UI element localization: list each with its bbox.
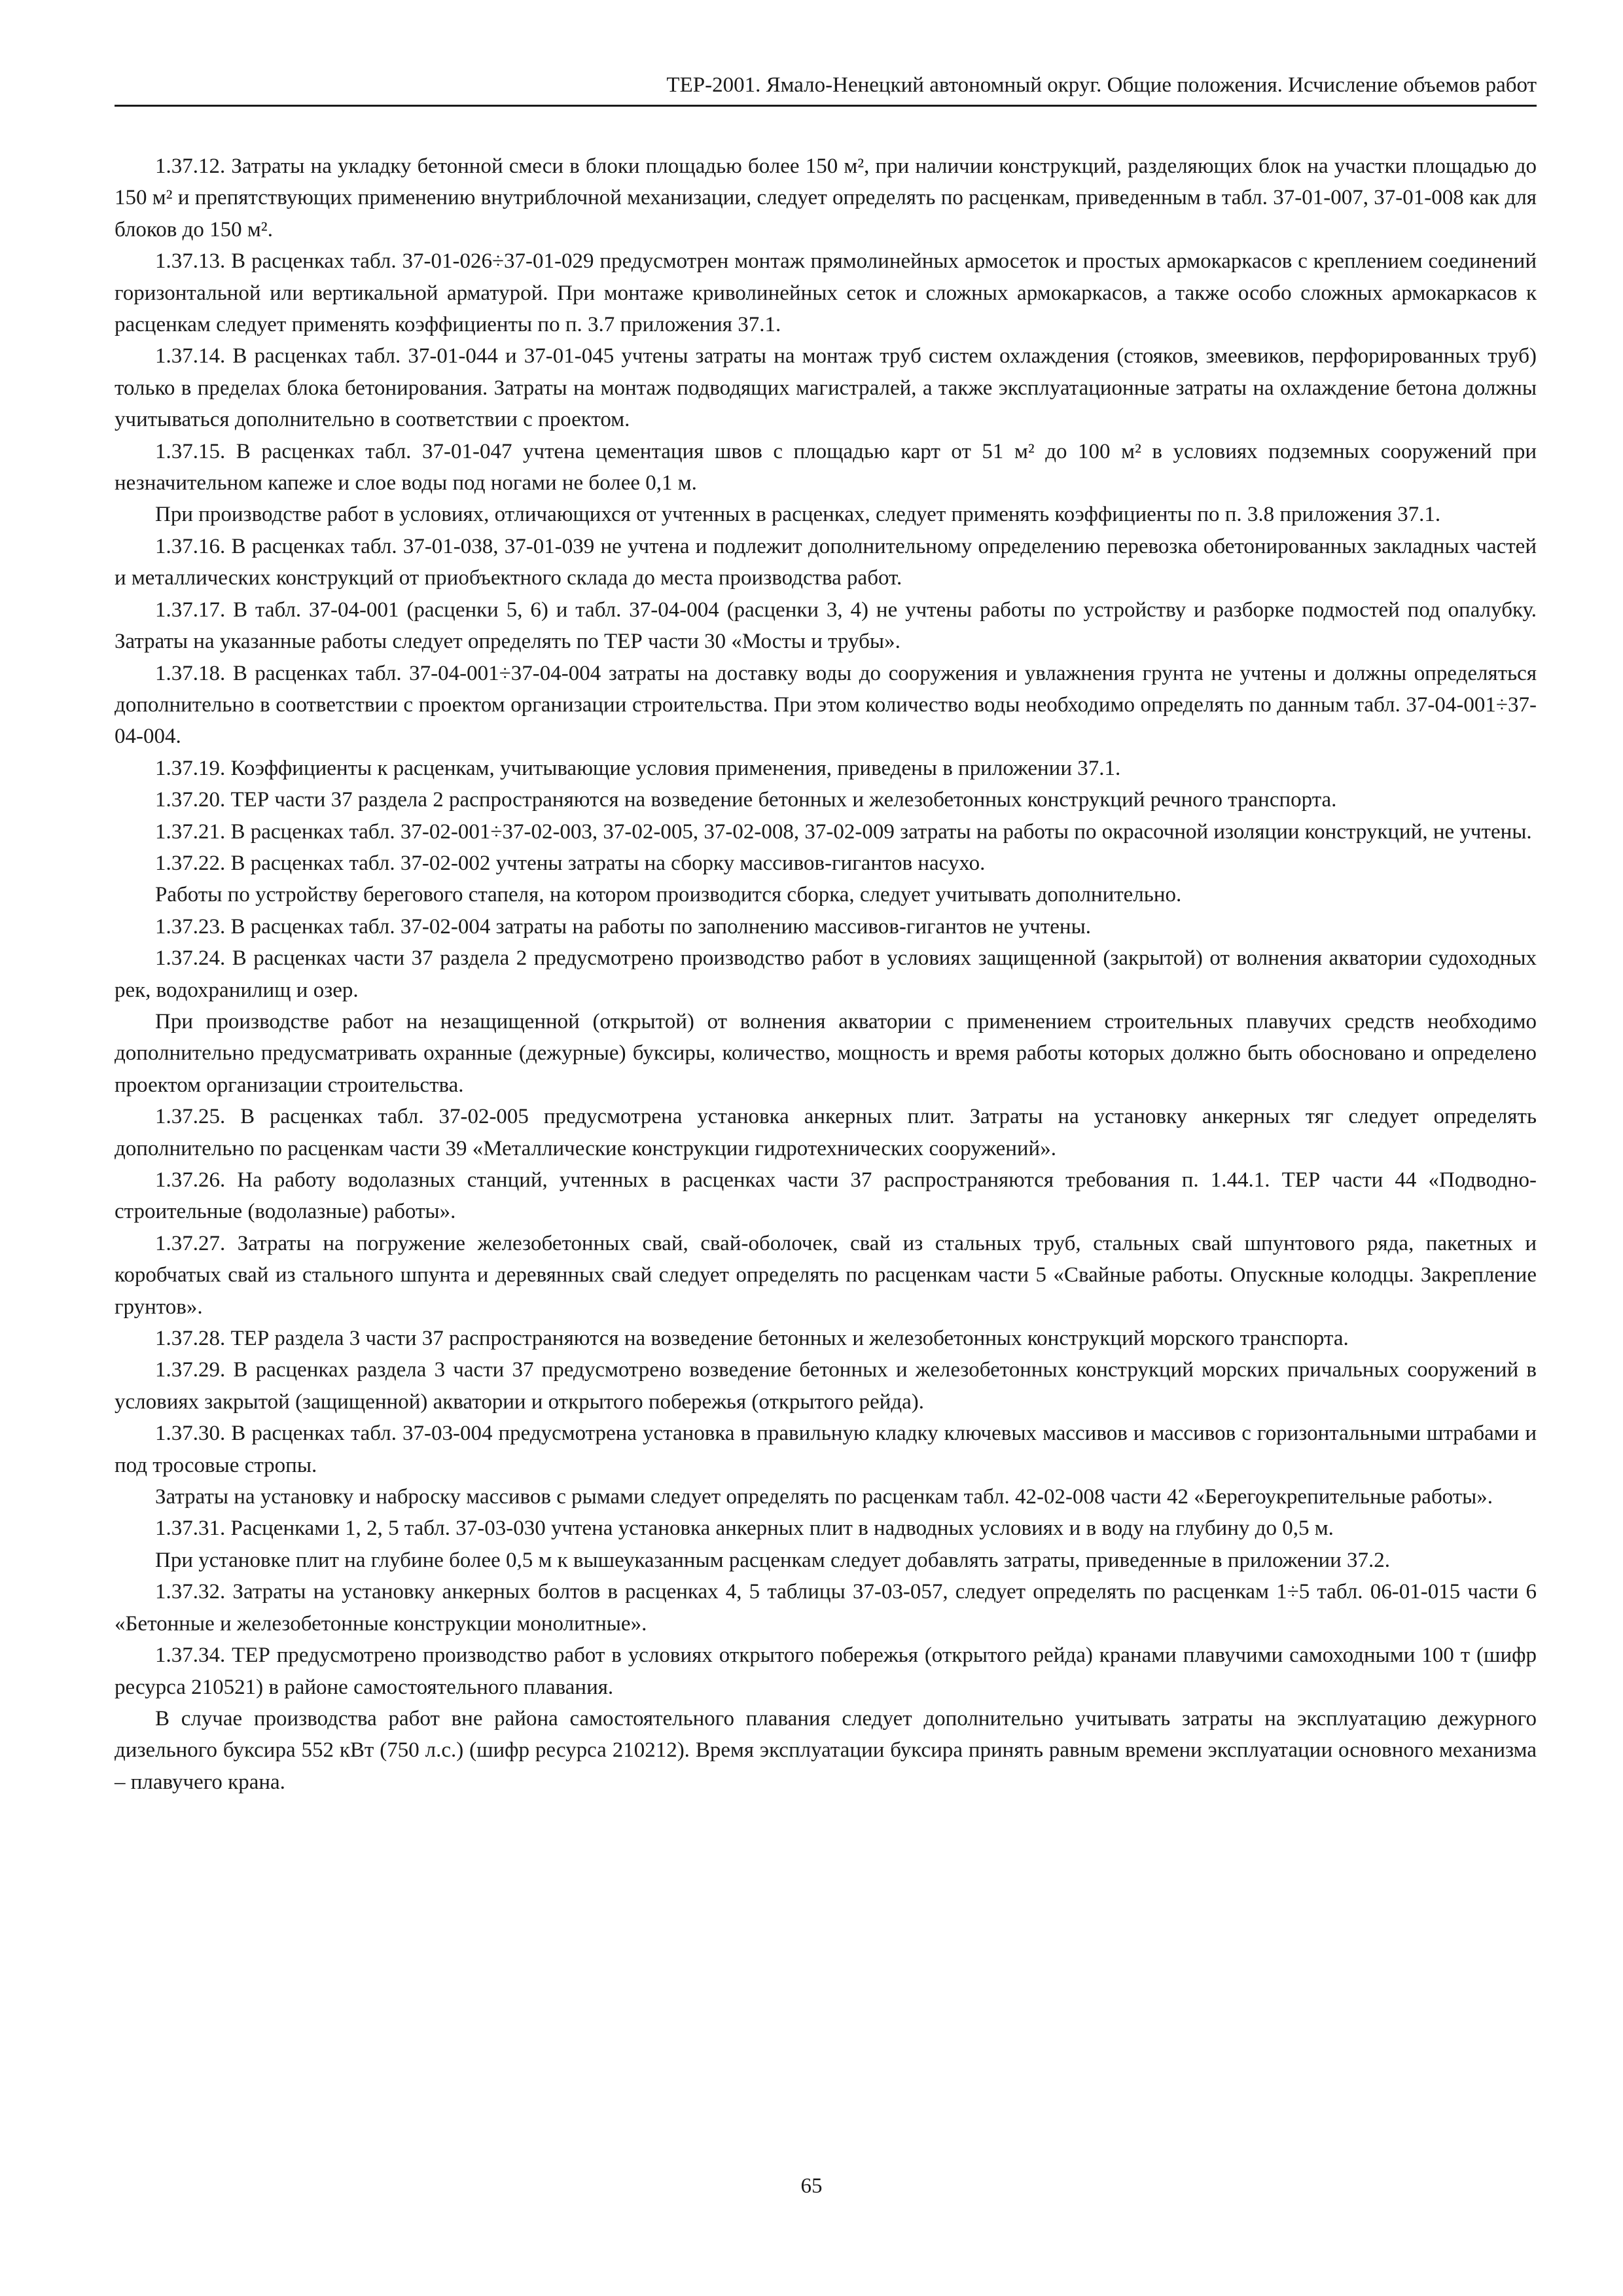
paragraph: 1.37.25. В расценках табл. 37-02-005 предусмотрена установка анкерных плит. Затраты на установку анкерных тяг следует определять дополнительно по расценкам части 39 «Металлические конструкции гидротехнических сооружений». <box>115 1105 1537 1160</box>
paragraph: 1.37.23. В расценках табл. 37-02-004 затраты на работы по заполнению массивов-гигантов не учтены. <box>155 914 1092 939</box>
paragraph: 1.37.22. В расценках табл. 37-02-002 учтены затраты на сборку массивов-гигантов насухо. <box>155 851 986 875</box>
paragraph: 1.37.15. В расценках табл. 37-01-047 учтена цементация швов с площадью карт от 51 м² до 100 м² в условиях подземных сооружений при незначительном капеже и слое воды под ногами не более 0,1 м. <box>115 439 1537 495</box>
page-number: 65 <box>800 2174 823 2198</box>
paragraph: 1.37.29. В расценках раздела 3 части 37 предусмотрено возведение бетонных и железобетонных конструкций морских причальных сооружений в условиях закрытой (защищенной) акватории и открытого побережья (открытого рейда). <box>115 1358 1537 1414</box>
paragraph: 1.37.17. В табл. 37-04-001 (расценки 5, 6) и табл. 37-04-004 (расценки 3, 4) не учтены работы по устройству и разборке подмостей под опалубку. Затраты на указанные работы следует определять по ТЕР части 30 «Мосты и трубы». <box>115 598 1537 654</box>
body-text <box>115 151 1537 1798</box>
paragraph: 1.37.31. Расценками 1, 2, 5 табл. 37-03-030 учтена установка анкерных плит в надводных условиях и в воду на глубину до 0,5 м. <box>155 1516 1334 1541</box>
paragraph: 1.37.27. Затраты на погружение железобетонных свай, свай-оболочек, свай из стальных труб, стальных свай шпунтового ряда, пакетных и коробчатых свай из стального шпунта и деревянных свай следует определять по расценкам части 5 «Свайные работы. Опускные колодцы. Закрепление грунтов». <box>115 1231 1537 1319</box>
paragraph: 1.37.16. В расценках табл. 37-01-038, 37-01-039 не учтена и подлежит дополнительному определению перевозка обетонированных закладных частей и металлических конструкций от приобъектного склада до места производства работ. <box>115 534 1537 590</box>
paragraph: 1.37.18. В расценках табл. 37-04-001÷37-04-004 затраты на доставку воды до сооружения и увлажнения грунта не учтены и должны определяться дополнительно в соответствии с проектом организации строительства. При этом количество воды необходимо определять по данным табл. 37-04-001÷37-04-004. <box>115 661 1537 749</box>
paragraph: При установке плит на глубине более 0,5 м к вышеуказанным расценкам следует добавлять затраты, приведенные в приложении 37.2. <box>155 1548 1391 1572</box>
paragraph: 1.37.28. ТЕР раздела 3 части 37 распространяются на возведение бетонных и железобетонных конструкций морского транспорта. <box>155 1327 1349 1351</box>
header-rule <box>115 105 1537 107</box>
paragraph: 1.37.20. ТЕР части 37 раздела 2 распространяются на возведение бетонных и железобетонных конструкций речного транспорта. <box>155 788 1337 812</box>
paragraph: 1.37.26. На работу водолазных станций, учтенных в расценках части 37 распространяются требования п. 1.44.1. ТЕР части 44 «Подводно-строительные (водолазные) работы». <box>115 1168 1537 1224</box>
paragraph: 1.37.24. В расценках части 37 раздела 2 предусмотрено производство работ в условиях защищенной (закрытой) от волнения акватории судоходных рек, водохранилищ и озер. <box>115 946 1537 1002</box>
paragraph: 1.37.21. В расценках табл. 37-02-001÷37-02-003, 37-02-005, 37-02-008, 37-02-009 затраты на работы по окрасочной изоляции конструкций, не учтены. <box>155 819 1532 844</box>
paragraph: 1.37.19. Коэффициенты к расценкам, учитывающие условия применения, приведены в приложении 37.1. <box>155 756 1121 780</box>
paragraph: 1.37.34. ТЕР предусмотрено производство работ в условиях открытого побережья (открытого рейда) кранами плавучими самоходными 100 т (шифр ресурса 210521) в районе самостоятельного плавания. <box>115 1643 1537 1699</box>
paragraph: 1.37.14. В расценках табл. 37-01-044 и 37-01-045 учтены затраты на монтаж труб систем охлаждения (стояков, змеевиков, перфорированных труб) только в пределах блока бетонирования. Затраты на монтаж подводящих магистралей, а также эксплуатационные затраты на охлаждение бетона должны учитываться дополнительно в соответствии с проектом. <box>115 344 1537 432</box>
paragraph: Работы по устройству берегового стапеля, на котором производится сборка, следует учитывать дополнительно. <box>155 883 1182 907</box>
paragraph: При производстве работ в условиях, отличающихся от учтенных в расценках, следует применять коэффициенты по п. 3.8 приложения 37.1. <box>155 503 1441 527</box>
paragraph: 1.37.32. Затраты на установку анкерных болтов в расценках 4, 5 таблицы 37-03-057, следует определять по расценкам 1÷5 табл. 06-01-015 части 6 «Бетонные и железобетонные конструкции монолитные». <box>115 1580 1537 1636</box>
paragraph: Затраты на установку и наброску массивов с рымами следует определять по расценкам табл. 42-02-008 части 42 «Берегоукрепительные работы». <box>155 1485 1493 1509</box>
paragraph: 1.37.30. В расценках табл. 37-03-004 предусмотрена установка в правильную кладку ключевых массивов и массивов с горизонтальными штрабами и под тросовые стропы. <box>115 1422 1537 1477</box>
running-header: ТЕР-2001. Ямало-Ненецкий автономный округ. Общие положения. Исчисление объемов работ <box>666 73 1537 97</box>
paragraph: 1.37.13. В расценках табл. 37-01-026÷37-01-029 предусмотрен монтаж прямолинейных армосеток и простых армокаркасов с креплением соединений горизонтальной или вертикальной арматурой. При монтаже криволинейных сеток и сложных армокаркасов, а также особо сложных армокаркасов к расценкам следует применять коэффициенты по п. 3.7 приложения 37.1. <box>115 249 1537 337</box>
paragraph: При производстве работ на незащищенной (открытой) от волнения акватории с применением строительных плавучих средств необходимо дополнительно предусматривать охранные (дежурные) буксиры, количество, мощность и время работы которых должно быть обосновано и определено проектом организации строительства. <box>115 1009 1537 1097</box>
paragraph: 1.37.12. Затраты на укладку бетонной смеси в блоки площадью более 150 м², при наличии конструкций, разделяющих блок на участки площадью до 150 м² и препятствующих применению внутриблочной механизации, следует определять по расценкам, приведенным в табл. 37-01-007, 37-01-008 как для блоков до 150 м². <box>115 154 1537 242</box>
paragraph: В случае производства работ вне района самостоятельного плавания следует дополнительно учитывать затраты на эксплуатацию дежурного дизельного буксира 552 кВт (750 л.с.) (шифр ресурса 210212). Время эксплуатации буксира принять равным времени эксплуатации основного механизма – плавучего крана. <box>115 1706 1537 1794</box>
